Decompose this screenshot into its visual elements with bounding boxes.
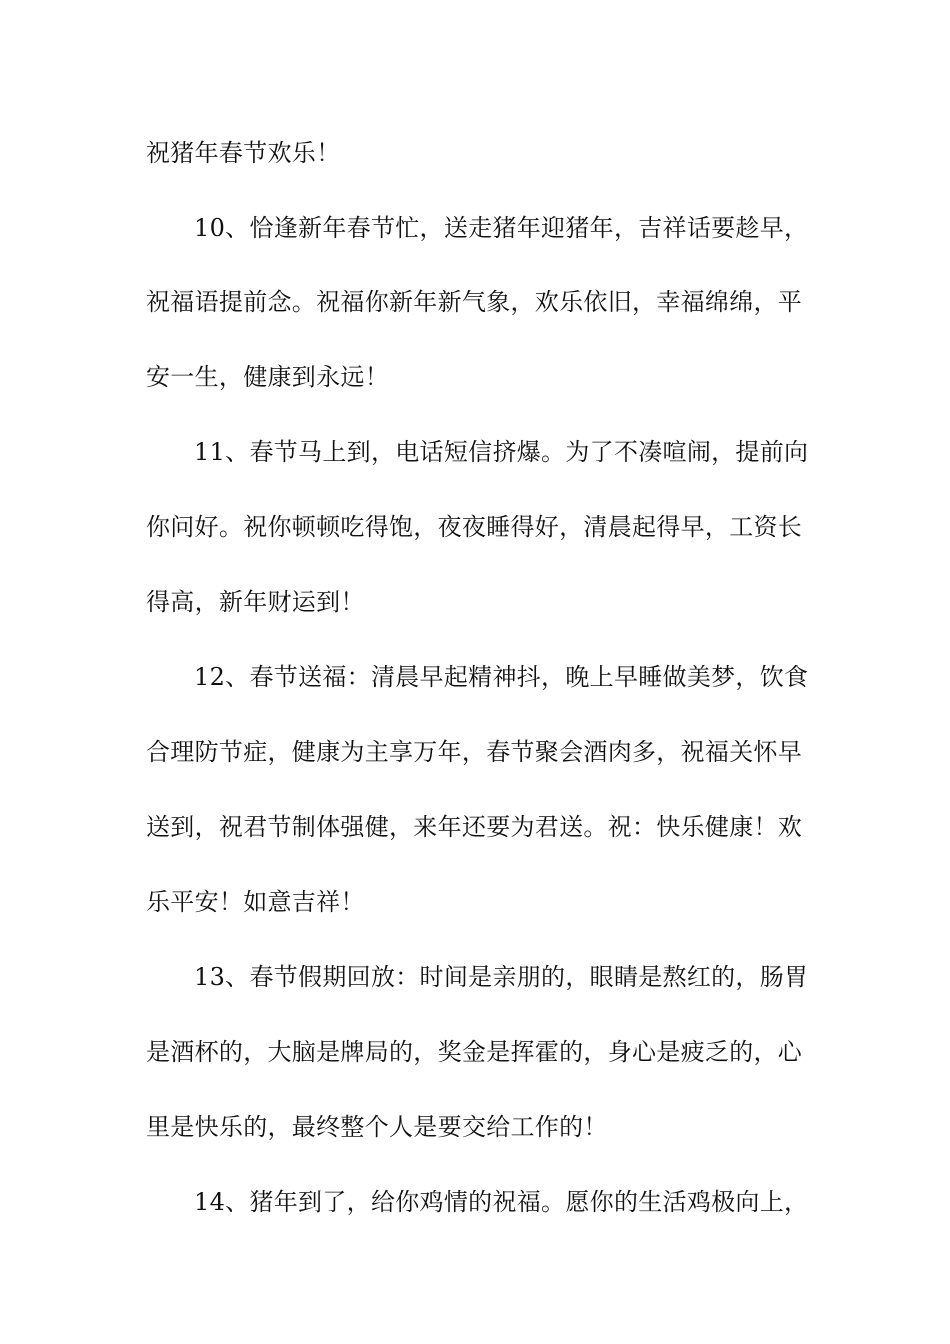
text-line: 祝猪年春节欢乐！ — [146, 139, 341, 167]
paragraph-13-line-2: 是酒杯的，大脑是牌局的，奖金是挥霍的，身心是疲乏的，心 — [146, 1038, 803, 1066]
paragraph-13-line-3: 里是快乐的，最终整个人是要交给工作的！ — [146, 1113, 608, 1141]
paragraph-10-line-3: 安一生，健康到永远！ — [146, 363, 389, 391]
paragraph-10-line-2: 祝福语提前念。祝福你新年新气象，欢乐依旧，幸福绵绵，平 — [146, 288, 803, 316]
paragraph-12-line-3: 送到，祝君节制体强健，来年还要为君送。祝：快乐健康！欢 — [146, 813, 803, 841]
paragraph-11-line-3: 得高，新年财运到！ — [146, 588, 365, 616]
paragraph-12-line-4: 乐平安！如意吉祥！ — [146, 888, 365, 916]
paragraph-11-line-2: 你问好。祝你顿顿吃得饱，夜夜睡得好，清晨起得早，工资长 — [146, 513, 803, 541]
paragraph-13-line-1: 13、春节假期回放：时间是亲朋的，眼睛是熬红的，肠胃 — [194, 963, 809, 991]
paragraph-10-line-1: 10、恰逢新年春节忙，送走猪年迎猪年，吉祥话要趁早， — [194, 214, 809, 242]
paragraph-12-line-1: 12、春节送福：清晨早起精神抖，晚上早睡做美梦，饮食 — [194, 663, 809, 691]
paragraph-12-line-2: 合理防节症，健康为主享万年，春节聚会酒肉多，祝福关怀早 — [146, 738, 803, 766]
paragraph-11-line-1: 11、春节马上到，电话短信挤爆。为了不凑喧闹，提前向 — [194, 438, 809, 466]
paragraph-14-line-1: 14、猪年到了，给你鸡情的祝福。愿你的生活鸡极向上， — [194, 1188, 809, 1216]
